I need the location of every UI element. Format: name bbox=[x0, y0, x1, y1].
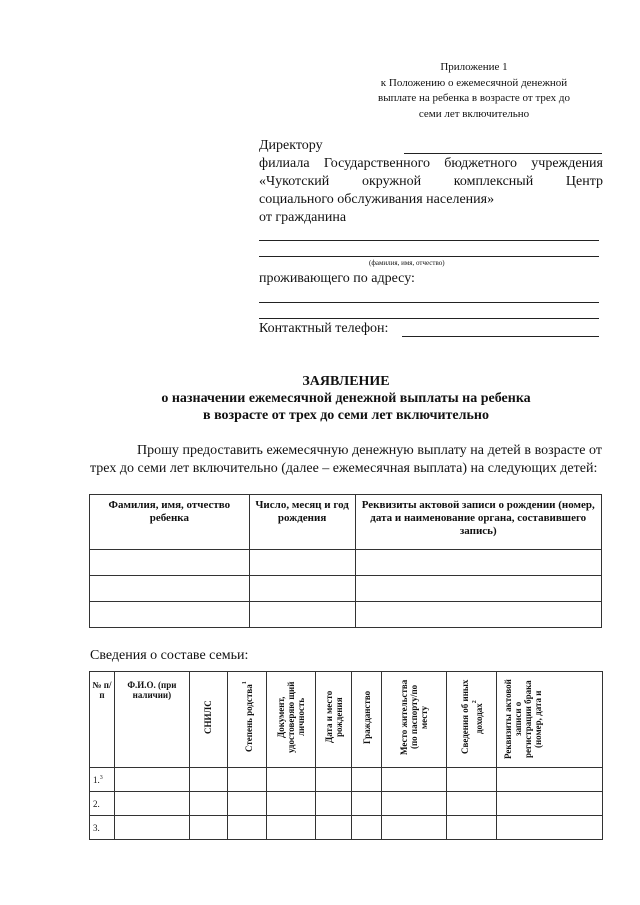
family-cell[interactable] bbox=[447, 792, 497, 816]
appendix-line3: выплате на ребенка в возрасте от трех до bbox=[378, 92, 570, 104]
address-line-1[interactable] bbox=[259, 302, 599, 303]
family-cell[interactable] bbox=[114, 768, 189, 792]
family-cell[interactable] bbox=[382, 768, 447, 792]
marriage-header: Реквизиты актовой записи о регистрации брака (номер, дата и bbox=[503, 679, 544, 759]
table-row bbox=[90, 550, 602, 576]
row-number: 3. bbox=[90, 816, 115, 840]
title-main: ЗАЯВЛЕНИЕ bbox=[302, 374, 390, 389]
family-cell[interactable] bbox=[497, 768, 603, 792]
id-doc-header: Документ, удостоверяю щий личность bbox=[275, 681, 306, 753]
address-line-2[interactable] bbox=[259, 318, 599, 319]
table-row bbox=[90, 792, 603, 816]
family-col-marriage bbox=[497, 672, 603, 768]
addressee-block bbox=[259, 137, 603, 227]
addressee-line1: филиала Государственного бюджетного учреждения bbox=[259, 156, 603, 171]
family-cell[interactable] bbox=[315, 768, 352, 792]
relation-header: Степень родства bbox=[243, 684, 254, 753]
family-cell[interactable] bbox=[447, 768, 497, 792]
children-cell[interactable] bbox=[355, 550, 602, 576]
family-cell[interactable] bbox=[352, 792, 382, 816]
children-cell[interactable] bbox=[249, 602, 355, 628]
phone-label: Контактный телефон: bbox=[259, 321, 389, 336]
income-header: Сведения об иных доходах bbox=[459, 679, 484, 755]
children-cell[interactable] bbox=[90, 576, 250, 602]
family-cell[interactable] bbox=[352, 768, 382, 792]
family-col-fio: Ф.И.О. (при наличии) bbox=[114, 672, 189, 768]
children-cell[interactable] bbox=[90, 550, 250, 576]
table-row bbox=[90, 768, 603, 792]
family-cell[interactable] bbox=[227, 768, 266, 792]
title-sub2: в возрасте от трех до семи лет включительно bbox=[203, 408, 489, 423]
family-col-income bbox=[447, 672, 497, 768]
family-cell[interactable] bbox=[447, 816, 497, 840]
row-number: 2. bbox=[90, 792, 115, 816]
fio-hint: (фамилия, имя, отчество) bbox=[369, 259, 445, 267]
birth-header: Дата и место рождения bbox=[323, 690, 344, 744]
income-footnote: 2 bbox=[471, 700, 478, 704]
family-label: Сведения о составе семьи: bbox=[90, 648, 249, 663]
family-cell[interactable] bbox=[227, 792, 266, 816]
appendix-note bbox=[340, 60, 608, 122]
citizenship-header: Гражданство bbox=[361, 690, 372, 744]
family-col-residence bbox=[382, 672, 447, 768]
snils-header: СНИЛС bbox=[203, 700, 214, 734]
family-col-num: № п/п bbox=[90, 672, 115, 768]
family-col-id-doc bbox=[266, 672, 315, 768]
table-row bbox=[90, 816, 603, 840]
family-cell[interactable] bbox=[382, 792, 447, 816]
family-cell[interactable] bbox=[315, 816, 352, 840]
table-row bbox=[90, 602, 602, 628]
family-cell[interactable] bbox=[227, 816, 266, 840]
family-cell[interactable] bbox=[189, 792, 227, 816]
phone-line[interactable] bbox=[402, 336, 599, 337]
family-cell[interactable] bbox=[189, 816, 227, 840]
children-table bbox=[89, 494, 602, 628]
row-number: 1.$^3$ bbox=[90, 768, 115, 792]
family-cell[interactable] bbox=[497, 792, 603, 816]
addressee-line2: «Чукотский окружной комплексный Центр bbox=[259, 174, 603, 189]
director-name-line[interactable] bbox=[404, 153, 602, 154]
children-cell[interactable] bbox=[249, 550, 355, 576]
document-title bbox=[90, 373, 602, 424]
family-cell[interactable] bbox=[189, 768, 227, 792]
family-cell[interactable] bbox=[497, 816, 603, 840]
family-col-snils bbox=[189, 672, 227, 768]
family-cell[interactable] bbox=[114, 816, 189, 840]
table-row bbox=[90, 576, 602, 602]
family-cell[interactable] bbox=[382, 816, 447, 840]
appendix-line2: к Положению о ежемесячной денежной bbox=[380, 76, 568, 89]
family-cell[interactable] bbox=[266, 816, 315, 840]
family-table bbox=[89, 671, 603, 840]
family-cell[interactable] bbox=[266, 792, 315, 816]
relation-footnote: 1 bbox=[241, 681, 248, 685]
director-label: Директору bbox=[259, 138, 323, 153]
children-col-birthdate: Число, месяц и год рождения bbox=[249, 495, 355, 550]
family-cell[interactable] bbox=[315, 792, 352, 816]
family-cell[interactable] bbox=[352, 816, 382, 840]
family-col-birth bbox=[315, 672, 352, 768]
addressee-line3: социального обслуживания населения» bbox=[259, 192, 495, 207]
fio-line-2[interactable] bbox=[259, 256, 599, 257]
appendix-line4: семи лет включительно bbox=[418, 107, 530, 120]
title-sub1: о назначении ежемесячной денежной выплаты на ребенка bbox=[161, 391, 531, 406]
children-cell[interactable] bbox=[249, 576, 355, 602]
fio-line-1[interactable] bbox=[259, 240, 599, 241]
address-label: проживающего по адресу: bbox=[259, 271, 415, 286]
children-cell[interactable] bbox=[90, 602, 250, 628]
appendix-line1: Приложение 1 bbox=[440, 61, 508, 73]
children-col-fio: Фамилия, имя, отчество ребенка bbox=[90, 495, 250, 550]
family-col-relation bbox=[227, 672, 266, 768]
children-cell[interactable] bbox=[355, 576, 602, 602]
children-col-record: Реквизиты актовой записи о рождении (номер, дата и наименование органа, составившего запись) bbox=[355, 495, 602, 550]
from-citizen-label: от гражданина bbox=[259, 210, 347, 225]
row1-footnote: 3 bbox=[99, 774, 103, 781]
family-cell[interactable] bbox=[114, 792, 189, 816]
request-paragraph: Прошу предоставить ежемесячную денежную выплату на детей в возрасте от трех до семи лет включительно (далее – ежемесячная выплата) на следующих детей: bbox=[90, 443, 602, 476]
children-cell[interactable] bbox=[355, 602, 602, 628]
family-cell[interactable] bbox=[266, 768, 315, 792]
family-col-citizenship bbox=[352, 672, 382, 768]
residence-header: Место жительства (по паспорту/по месту bbox=[399, 679, 430, 755]
